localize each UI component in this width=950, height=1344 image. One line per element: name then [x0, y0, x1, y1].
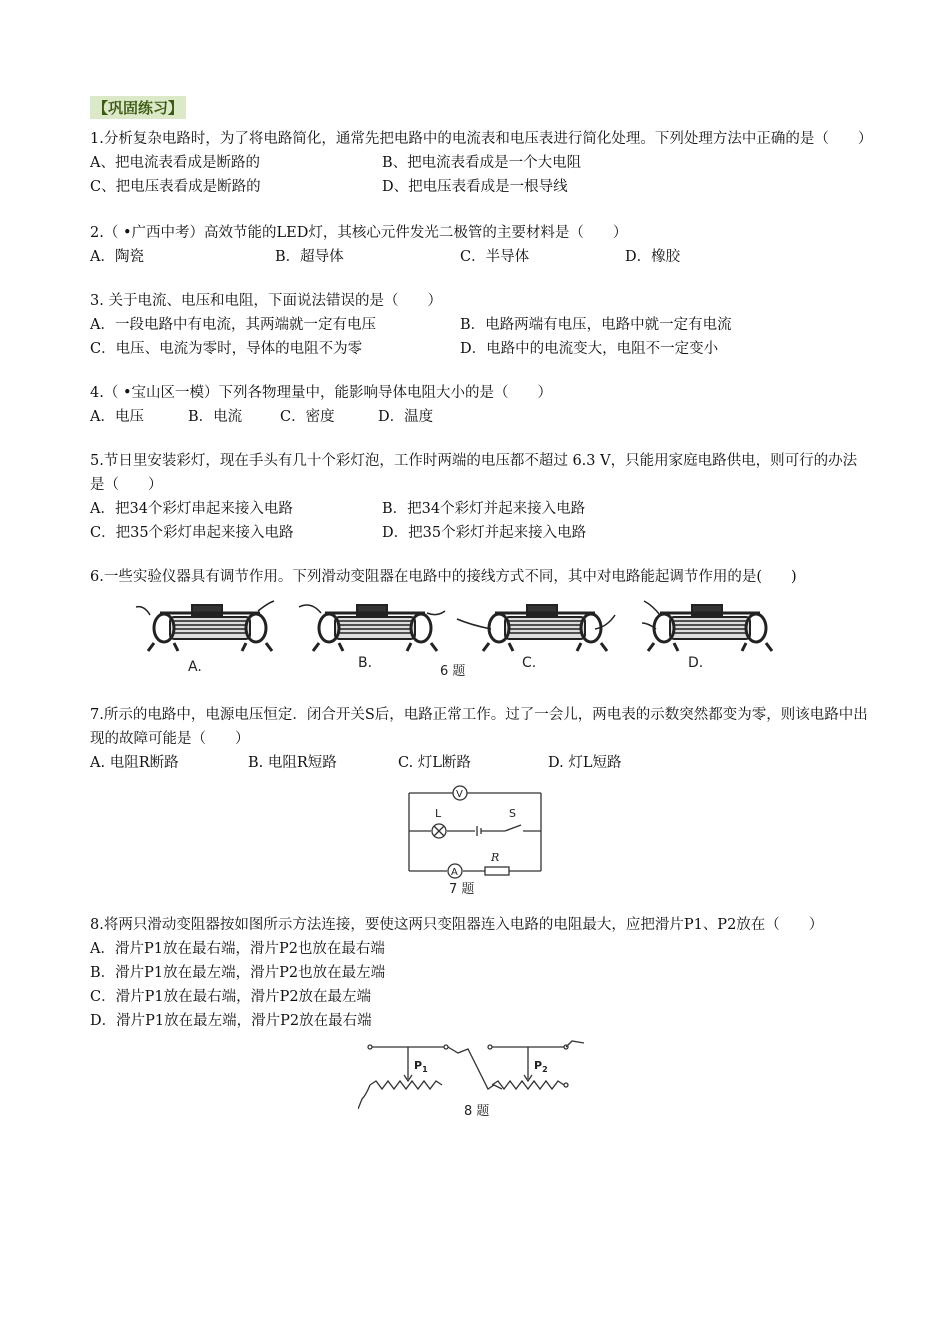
- question-7: [90, 703, 870, 899]
- figure-label-a: A.: [188, 659, 202, 675]
- option-b: B．电流: [188, 409, 243, 425]
- ammeter-icon: A: [451, 867, 458, 878]
- lamp-label: L: [435, 807, 442, 820]
- option-a: A．把34个彩灯串起来接入电路: [90, 501, 293, 517]
- switch-label: S: [509, 807, 516, 820]
- option-c: C．滑片P1放在最右端，滑片P2放在最左端: [90, 989, 372, 1005]
- slider-p2-label: $P_2$: [534, 1059, 548, 1074]
- option-b: B．超导体: [275, 249, 344, 265]
- question-1: [90, 127, 873, 199]
- question-4: [90, 381, 870, 429]
- option-b: B．滑片P1放在最左端，滑片P2也放在最左端: [90, 965, 386, 981]
- option-d: D. 灯L短路: [548, 755, 622, 771]
- option-b: B、把电流表看成是一个大电阻: [382, 155, 582, 171]
- rheostat-figure: [130, 589, 790, 685]
- question-2: [90, 221, 870, 269]
- rheostat-a: [136, 601, 274, 651]
- figure-label-c: C.: [522, 655, 537, 671]
- question-stem: 4.（ •宝山区一模）下列各物理量中，能影响导体电阻大小的是（ ）: [90, 385, 552, 401]
- figure-caption: 6 题: [440, 664, 466, 679]
- option-d: D．把35个彩灯并起来接入电路: [382, 525, 587, 541]
- option-b: B. 电阻R短路: [248, 755, 337, 771]
- option-a: A．电压: [90, 409, 144, 425]
- question-stem: 6.一些实验仪器具有调节作用。下列滑动变阻器在电路中的接线方式不同，其中对电路能起调节作用的是( ): [90, 569, 797, 585]
- figure-label-d: D.: [688, 655, 704, 671]
- option-b: B．电路两端有电压，电路中就一定有电流: [460, 317, 732, 333]
- option-a: A．一段电路中有电流，其两端就一定有电压: [90, 317, 376, 333]
- question-stem: 2.（ •广西中考）高效节能的LED灯，其核心元件发光二极管的主要材料是（ ）: [90, 225, 628, 241]
- option-a: A、把电流表看成是断路的: [90, 155, 260, 171]
- rheostat-b: [299, 605, 445, 651]
- question-stem: 1.分析复杂电路时，为了将电路简化，通常先把电路中的电流表和电压表进行简化处理。下列处理方法中正确的是（ ）: [90, 131, 873, 147]
- slider-p1-label: $P_1$: [414, 1059, 428, 1074]
- section-title: 【巩固练习】: [90, 96, 186, 119]
- question-8: [90, 913, 870, 1123]
- circuit-diagram: [405, 781, 555, 899]
- option-c: C．密度: [280, 409, 335, 425]
- option-a: A．陶瓷: [90, 249, 144, 265]
- question-stem: 8.将两只滑动变阻器按如图所示方法连接，要使这两只变阻器连入电路的电阻最大，应把滑片P1、P2放在（ ）: [90, 917, 824, 933]
- option-c: C．电压、电流为零时，导体的电阻不为零: [90, 341, 363, 357]
- option-a: A．滑片P1放在最右端，滑片P2也放在最右端: [90, 941, 385, 957]
- question-3: [90, 289, 870, 361]
- question-stem: 5.节日里安装彩灯，现在手头有几十个彩灯泡，工作时两端的电压都不超过 6.3 V，只能用家庭电路供电，则可行的办法是（ ）: [90, 453, 858, 493]
- option-d: D．温度: [378, 409, 434, 425]
- option-c: C．半导体: [460, 249, 530, 265]
- option-d: D．滑片P1放在最左端，滑片P2放在最右端: [90, 1013, 372, 1029]
- question-stem: 7.所示的电路中，电源电压恒定．闭合开关S后，电路正常工作。过了一会儿，两电表的示数突然都变为零，则该电路中出现的故障可能是（ ）: [90, 707, 868, 747]
- figure-caption: 7 题: [449, 882, 475, 897]
- question-6: [90, 565, 870, 685]
- voltmeter-icon: V: [456, 789, 463, 800]
- rheostat-c: [457, 605, 615, 651]
- figure-caption: 8 题: [464, 1104, 490, 1119]
- resistor-label: R: [491, 851, 500, 864]
- question-stem: 3. 关于电流、电压和电阻，下面说法错误的是（ ）: [90, 293, 442, 309]
- figure-label-b: B.: [358, 655, 373, 671]
- option-d: D、把电压表看成是一根导线: [382, 179, 568, 195]
- option-b: B．把34个彩灯并起来接入电路: [382, 501, 586, 517]
- rheostat-d: [642, 601, 772, 651]
- option-c: C. 灯L断路: [398, 755, 471, 771]
- option-a: A. 电阻R断路: [90, 755, 179, 771]
- option-d: D．电路中的电流变大，电阻不一定变小: [460, 341, 719, 357]
- option-c: C、把电压表看成是断路的: [90, 179, 261, 195]
- worksheet-page: [90, 96, 873, 1143]
- rheostat-series-diagram: [358, 1039, 588, 1123]
- option-c: C．把35个彩灯串起来接入电路: [90, 525, 294, 541]
- question-5: [90, 449, 870, 545]
- option-d: D．橡胶: [625, 249, 681, 265]
